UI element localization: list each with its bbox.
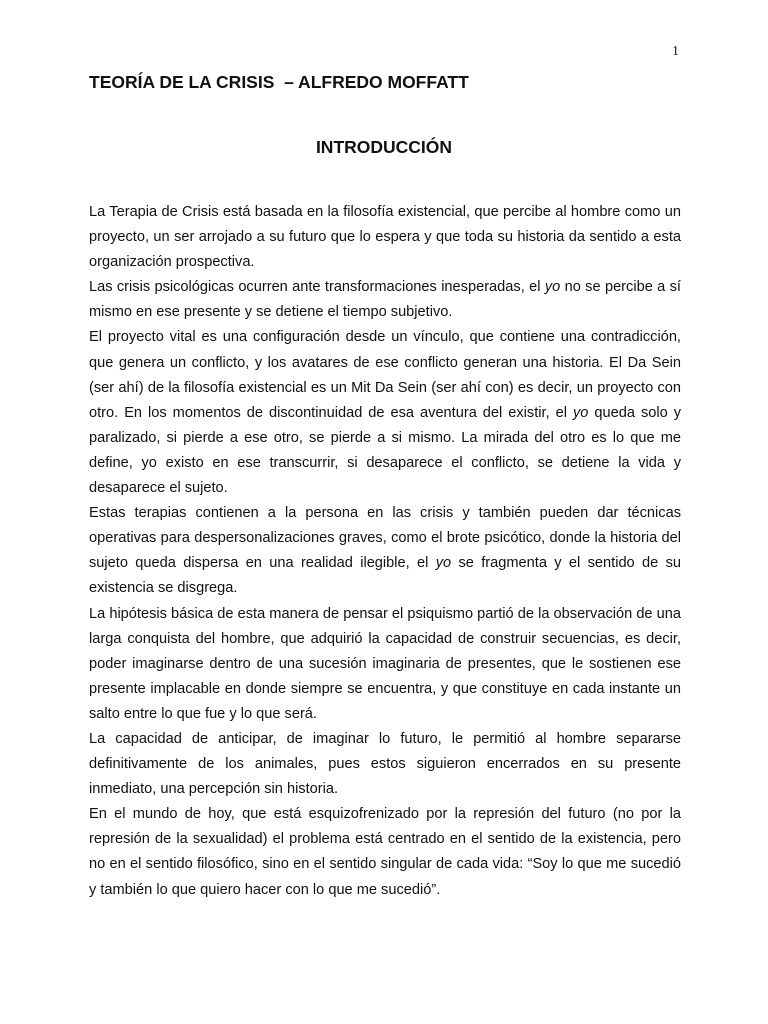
italic-term: yo — [544, 279, 561, 296]
paragraph — [89, 200, 681, 275]
paragraph-text: La Terapia de Crisis está basada en la filosofía existencial, que percibe al hombre como un proyecto, un ser arrojado a su futuro que lo espera y que toda su historia da sentido a esta organización prospectiva. — [89, 204, 681, 271]
italic-term: yo — [572, 404, 589, 421]
page-number: 1 — [672, 44, 679, 59]
paragraph-text: queda solo y paralizado, si pierde a ese otro, se pierde a si mismo. La mirada del otro es lo que me define, yo existo en ese transcurrir, si desaparece el conflicto, se detiene la vida y desaparece el sujeto. — [89, 404, 681, 497]
paragraph-text: El proyecto vital es una configuración desde un vínculo, que contiene una contradicción, que genera un conflicto, y los avatares de ese conflicto generan una historia. El Da Sein (ser ahí) de la filosofía existencial es un Mit Da Sein (ser ahí con) es decir, un proyecto con otro. En los momentos de discontinuidad de esa aventura del existir, el — [89, 329, 681, 421]
document-title: TEORÍA DE LA CRISIS – ALFREDO MOFFATT — [89, 72, 469, 92]
paragraph — [89, 602, 681, 727]
paragraph-text: En el mundo de hoy, que está esquizofrenizado por la represión del futuro (no por la represión de la sexualidad) el problema está centrado en el sentido de la existencia, pero no en el sentido filosófico, sino en el sentido singular de cada vida: “Soy lo que me sucedió y también lo que quiero hacer con lo que me sucedió”. — [89, 806, 681, 898]
paragraph — [89, 727, 681, 802]
paragraph — [89, 501, 681, 601]
paragraph-text: La capacidad de anticipar, de imaginar lo futuro, le permitió al hombre separarse definitivamente de los animales, pues estos siguieron encerrados en su presente inmediato, una percepción sin historia. — [89, 730, 681, 798]
paragraph-text: Estas terapias contienen a la persona en las crisis y también pueden dar técnicas operativas para despersonalizaciones graves, como el brote psicótico, donde la historia del sujeto queda dispersa en una realidad ilegible, el — [89, 505, 681, 572]
paragraph — [89, 275, 681, 325]
paragraph-text: Las crisis psicológicas ocurren ante transformaciones inesperadas, el — [89, 279, 545, 296]
italic-term: yo — [435, 555, 452, 572]
paragraph — [89, 325, 681, 501]
paragraph — [89, 802, 681, 902]
paragraph-text: no se percibe a sí mismo en ese presente y se detiene el tiempo subjetivo. — [89, 279, 681, 321]
section-heading: INTRODUCCIÓN — [315, 137, 453, 157]
body-text — [89, 200, 681, 903]
paragraph-text: La hipótesis básica de esta manera de pensar el psiquismo partió de la observación de una larga conquista del hombre, que adquirió la capacidad de construir secuencias, es decir, poder imaginarse dentro de una sucesión imaginaria de presentes, que le sostienen ese presente implacable en donde siempre se encuentra, y que constituye en cada instante un salto entre lo que fue y lo que será. — [89, 605, 681, 722]
paragraph-text: se fragmenta y el sentido de su existencia se disgrega. — [89, 555, 681, 597]
